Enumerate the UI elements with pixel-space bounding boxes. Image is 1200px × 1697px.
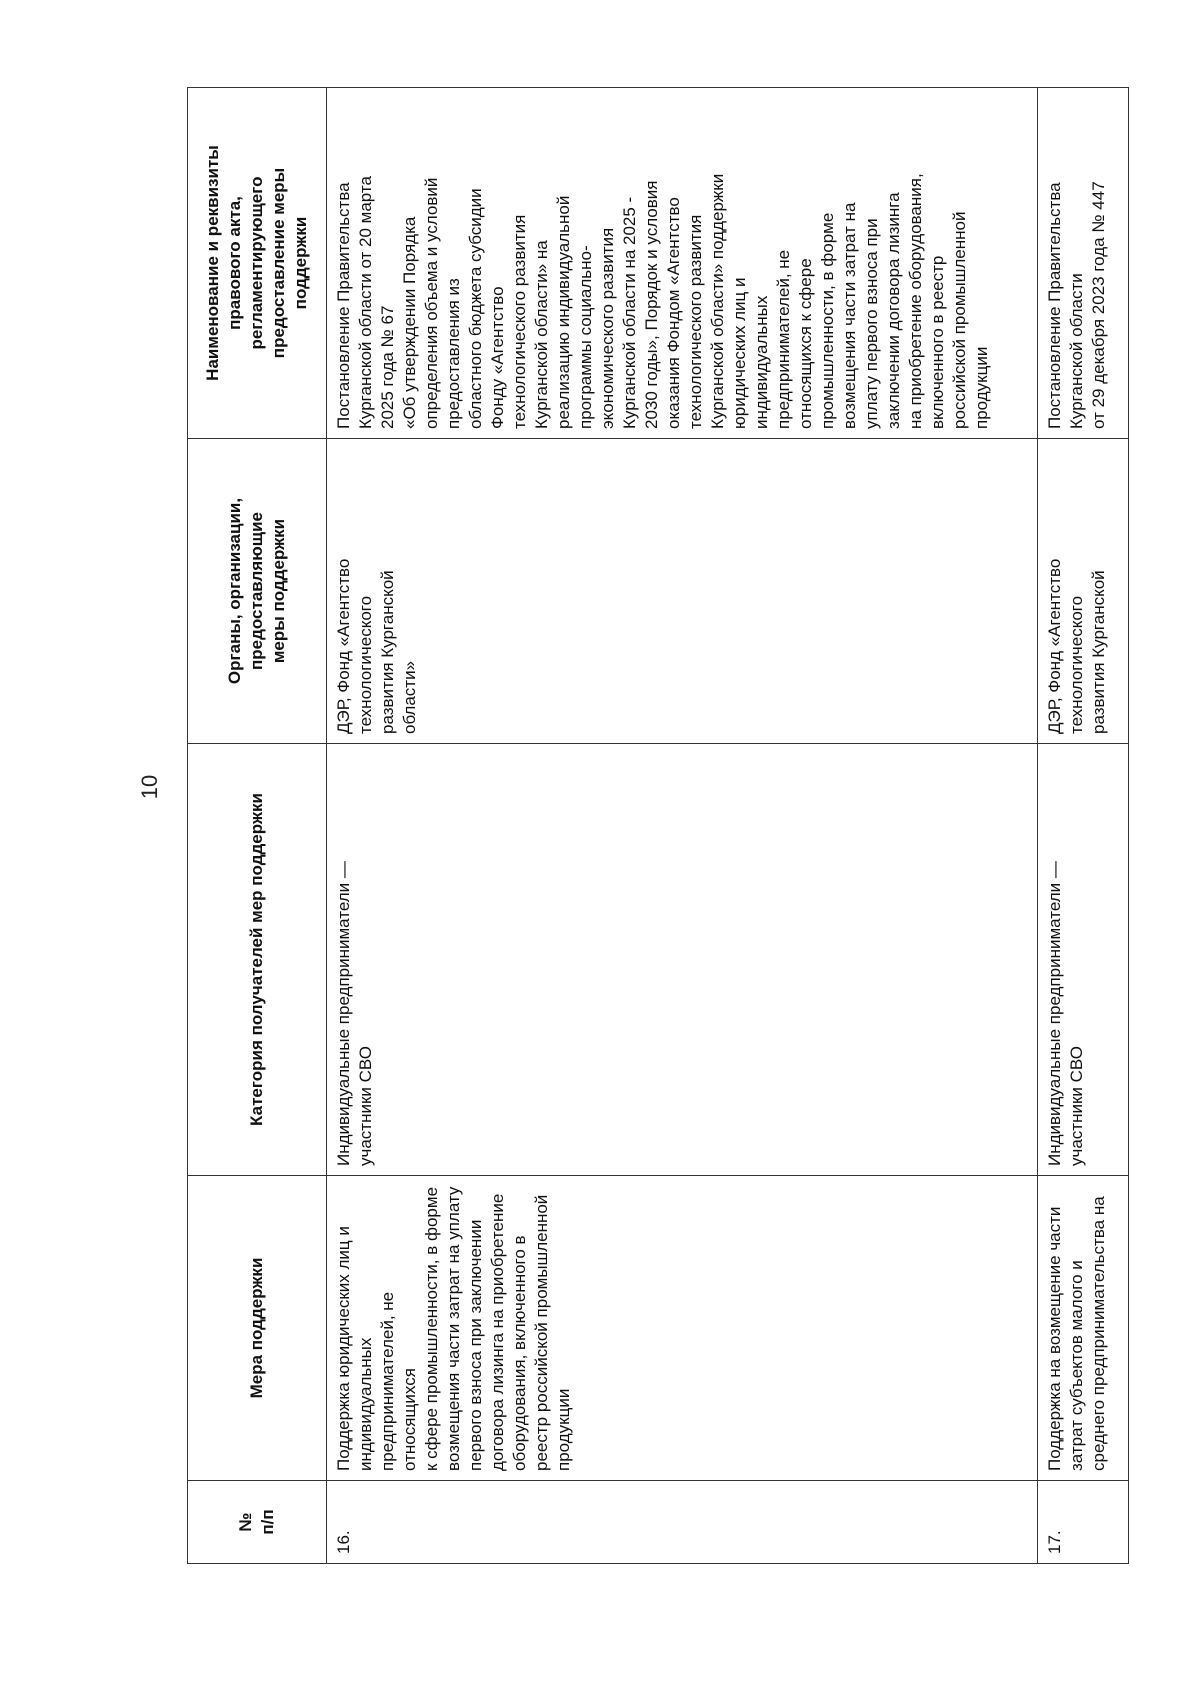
row-category: Индивидуальные предприниматели — участники СВО [327,744,1038,1176]
header-num: № п/п [188,1481,327,1564]
row-measure: Поддержка на возмещение части затрат субъектов малого и среднего предпринимательства на [1038,1176,1129,1481]
header-measure: Мера поддержки [188,1176,327,1481]
support-measures-table [187,87,1129,1564]
row-act: Постановление Правительства Курганской области от 29 декабря 2023 года № 447 [1038,88,1129,439]
table-row [1038,88,1129,1564]
row-organs: ДЭР, Фонд «Агентство технологического развития Курганской [1038,439,1129,744]
table-row [327,88,1038,1564]
row-num: 16. [327,1481,1038,1564]
row-num: 17. [1038,1481,1129,1564]
row-organs: ДЭР, Фонд «Агентство технологического развития Курганской области» [327,439,1038,744]
header-act: Наименование и реквизиты правового акта, регламентирующего предоставление меры поддержки [188,88,327,439]
row-category: Индивидуальные предприниматели — участники СВО [1038,744,1129,1176]
page-number: 10 [137,774,162,800]
header-organs: Органы, организации, предоставляющие меры поддержки [188,439,327,744]
table-header-row [188,88,327,1564]
row-act: Постановление Правительства Курганской области от 20 марта 2025 года № 67 «Об утверждении Порядка определения объема и условий предоставления из областного бюджета субсидии Фонду «Агентство технологического развития Курганской области» на реализацию индивидуальной программы социально- экономического развития Курганской области на 2025 - 2030 годы», Порядок и условия оказания Фондом «Агентство технологического развития Курганской области» поддержки юридических лиц и индивидуальных предпринимателей, не относящихся к сфере промышленности, в форме возмещения части затрат на уплату первого взноса при заключении договора лизинга на приобретение оборудования, включенного в реестр российской промышленной продукции [327,88,1038,439]
header-category: Категория получателей мер поддержки [188,744,327,1176]
row-measure: Поддержка юридических лиц и индивидуальных предпринимателей, не относящихся к сфере промышленности, в форме возмещения части затрат на уплату первого взноса при заключении договора лизинга на приобретение оборудования, включенного в реестр российской промышленной продукции [327,1176,1038,1481]
